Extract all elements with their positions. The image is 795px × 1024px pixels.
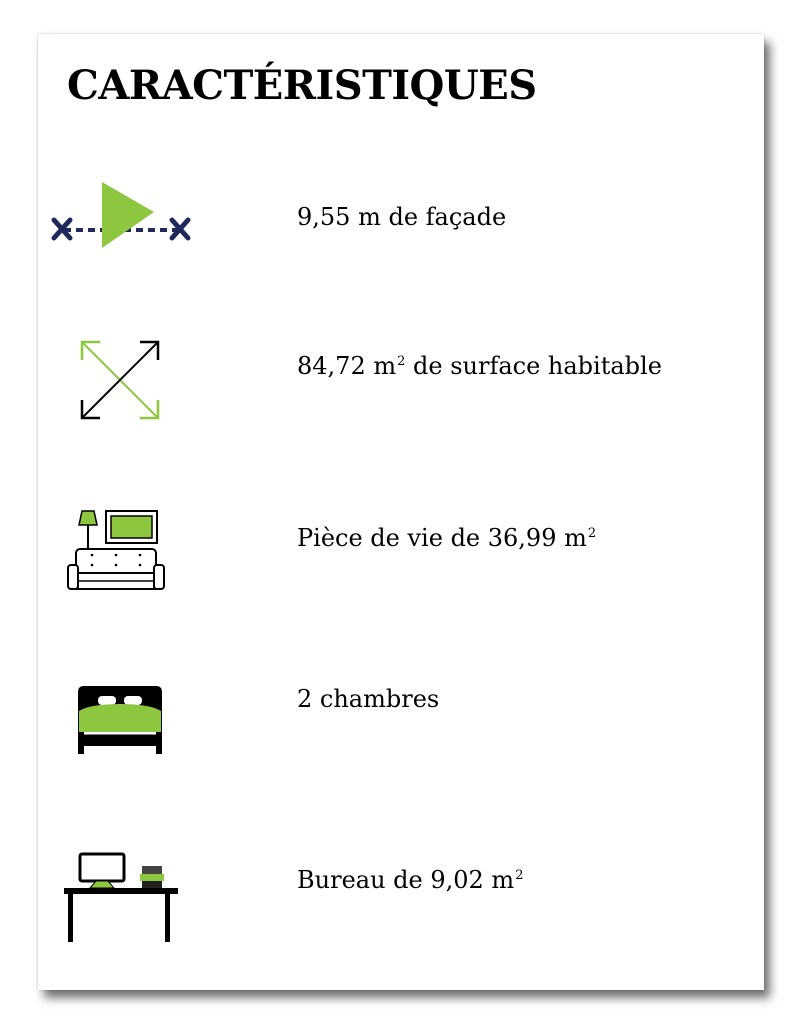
surface-value: 84,72 m bbox=[297, 352, 397, 380]
living-room-text: Pièce de vie de 36,99 m bbox=[297, 524, 587, 552]
feature-office bbox=[297, 866, 523, 894]
living-room-icon bbox=[66, 507, 166, 597]
feature-surface bbox=[297, 352, 662, 380]
living-room-unit-exponent: 2 bbox=[587, 526, 597, 541]
page-title: CARACTÉRISTIQUES bbox=[67, 62, 537, 109]
feature-living-room bbox=[297, 524, 596, 552]
surface-unit-exponent: 2 bbox=[397, 354, 406, 369]
feature-facade: 9,55 m de façade bbox=[297, 203, 507, 231]
bed-icon bbox=[76, 684, 166, 756]
expand-arrows-icon bbox=[78, 338, 162, 422]
office-unit-exponent: 2 bbox=[515, 868, 524, 883]
office-text: Bureau de 9,02 m bbox=[297, 866, 515, 894]
desk-icon bbox=[62, 852, 180, 944]
facade-icon bbox=[50, 182, 192, 250]
surface-label: de surface habitable bbox=[405, 352, 662, 380]
feature-bedrooms: 2 chambres bbox=[297, 685, 440, 713]
features-card bbox=[38, 34, 764, 990]
